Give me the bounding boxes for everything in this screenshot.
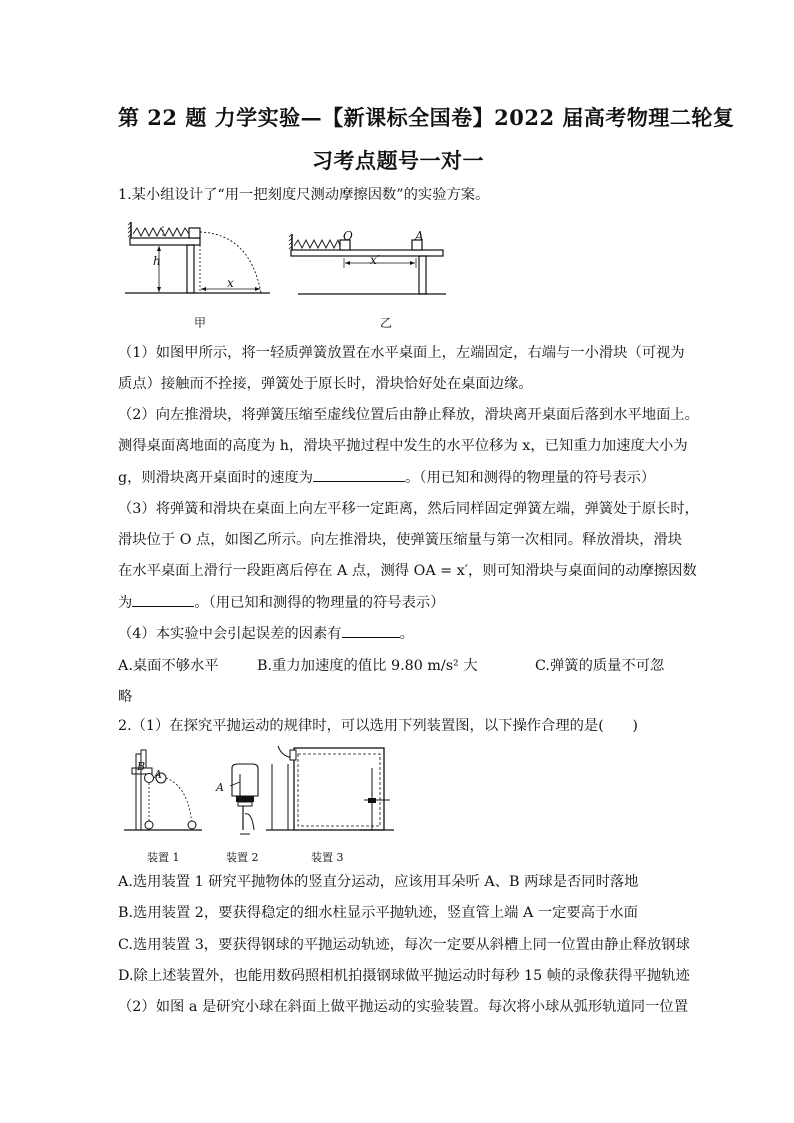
q2-option-d[interactable]: D.除上述装置外，也能用数码照相机拍摄钢球做平抛运动时每秒 15 帧的录像获得平抛轨迹 (118, 968, 690, 984)
q1-part2-line3a: g，则滑块离开桌面时的速度为 (118, 470, 314, 486)
caption-yi: 乙 (380, 316, 393, 330)
q2-stem: 2.（1）在探究平抛运动的规律时，可以选用下列装置图，以下操作合理的是( ) (118, 718, 638, 734)
q1-part2-line3b: 。（用已知和测得的物理量的符号表示） (405, 470, 656, 486)
q1-part2-line1: （2）向左推滑块，将弹簧压缩至虚线位置后由静止释放，滑块离开桌面后落到水平地面上。 (118, 407, 699, 423)
figure-jia (125, 218, 270, 303)
q1-part2-line3 (118, 467, 655, 488)
label-x: x (227, 276, 234, 290)
apparatus2-label-A: A (216, 781, 224, 794)
answer-blank-friction[interactable] (132, 592, 194, 607)
figure-apparatus-3 (264, 744, 396, 834)
q1-option-c-cont: 略 (118, 689, 133, 705)
q1-part3-line4a: 为 (118, 595, 133, 611)
q1-option-c[interactable]: C.弹簧的质量不可忽 (535, 658, 665, 674)
answer-blank-velocity[interactable] (313, 467, 405, 482)
caption-jia: 甲 (194, 316, 207, 330)
label-A: A (415, 229, 424, 243)
title-line-1: 第 22 题 力学实验—【新课标全国卷】2022 届高考物理二轮复 (118, 105, 735, 130)
apparatus1-label-B: B (137, 760, 146, 773)
q2-option-b[interactable]: B.选用装置 2，要获得稳定的细水柱显示平抛轨迹，竖直管上端 A 一定要高于水面 (118, 905, 638, 921)
q1-part4a: （4）本实验中会引起误差的因素有 (118, 626, 342, 642)
caption-apparatus-2: 装置 2 (226, 851, 259, 864)
q2-option-c[interactable]: C.选用装置 3，要获得钢球的平抛运动轨迹，每次一定要从斜槽上同一位置由静止释放钢球 (118, 937, 690, 953)
q1-option-a[interactable]: A.桌面不够水平 (118, 658, 219, 674)
label-h: h (153, 254, 161, 268)
q1-part2-line2: 测得桌面离地面的高度为 h，滑块平抛过程中发生的水平位移为 x，已知重力加速度大小为 (118, 438, 688, 454)
q1-option-b[interactable]: B.重力加速度的值比 9.80 m/s² 大 (257, 658, 478, 674)
label-O: O (343, 229, 353, 243)
caption-apparatus-3: 装置 3 (311, 851, 344, 864)
q1-part3-line4b: 。（用已知和测得的物理量的符号表示） (194, 595, 445, 611)
q1-part4 (118, 623, 414, 644)
q1-part3-line4 (118, 592, 445, 613)
apparatus1-label-A: A (154, 768, 162, 781)
figure-yi (288, 228, 448, 303)
q1-part3-line1: （3）将弹簧和滑块在桌面上向左平移一定距离，然后同样固定弹簧左端，弹簧处于原长时， (118, 501, 699, 517)
q1-part3-line3: 在水平桌面上滑行一段距离后停在 A 点，测得 OA = x′，则可知滑块与桌面间的动摩擦因数 (118, 563, 697, 579)
answer-blank-error[interactable] (342, 623, 400, 638)
figure-apparatus-1 (122, 746, 207, 836)
q1-part1-line1: （1）如图甲所示，将一轻质弹簧放置在水平桌面上，左端固定，右端与一小滑块（可视为 (118, 345, 685, 361)
label-x-prime: x′ (370, 253, 380, 267)
q1-part4b: 。 (399, 626, 414, 642)
q2-part2: （2）如图 a 是研究小球在斜面上做平抛运动的实验装置。每次将小球从弧形轨道同一位置 (118, 999, 688, 1015)
title-line-2: 习考点题号一对一 (312, 148, 484, 173)
q1-part1-line2: 质点）接触而不拴接，弹簧处于原长时，滑块恰好处在桌面边缘。 (118, 376, 533, 392)
q1-part3-line2: 滑块位于 O 点，如图乙所示。向左推滑块，使弹簧压缩量与第一次相同。释放滑块，滑块 (118, 532, 683, 548)
q1-stem: 1.某小组设计了“用一把刻度尺测动摩擦因数”的实验方案。 (118, 187, 490, 203)
q2-option-a[interactable]: A.选用装置 1 研究平抛物体的竖直分运动，应该用耳朵听 A、B 两球是否同时落地 (118, 874, 639, 890)
caption-apparatus-1: 装置 1 (147, 851, 180, 864)
